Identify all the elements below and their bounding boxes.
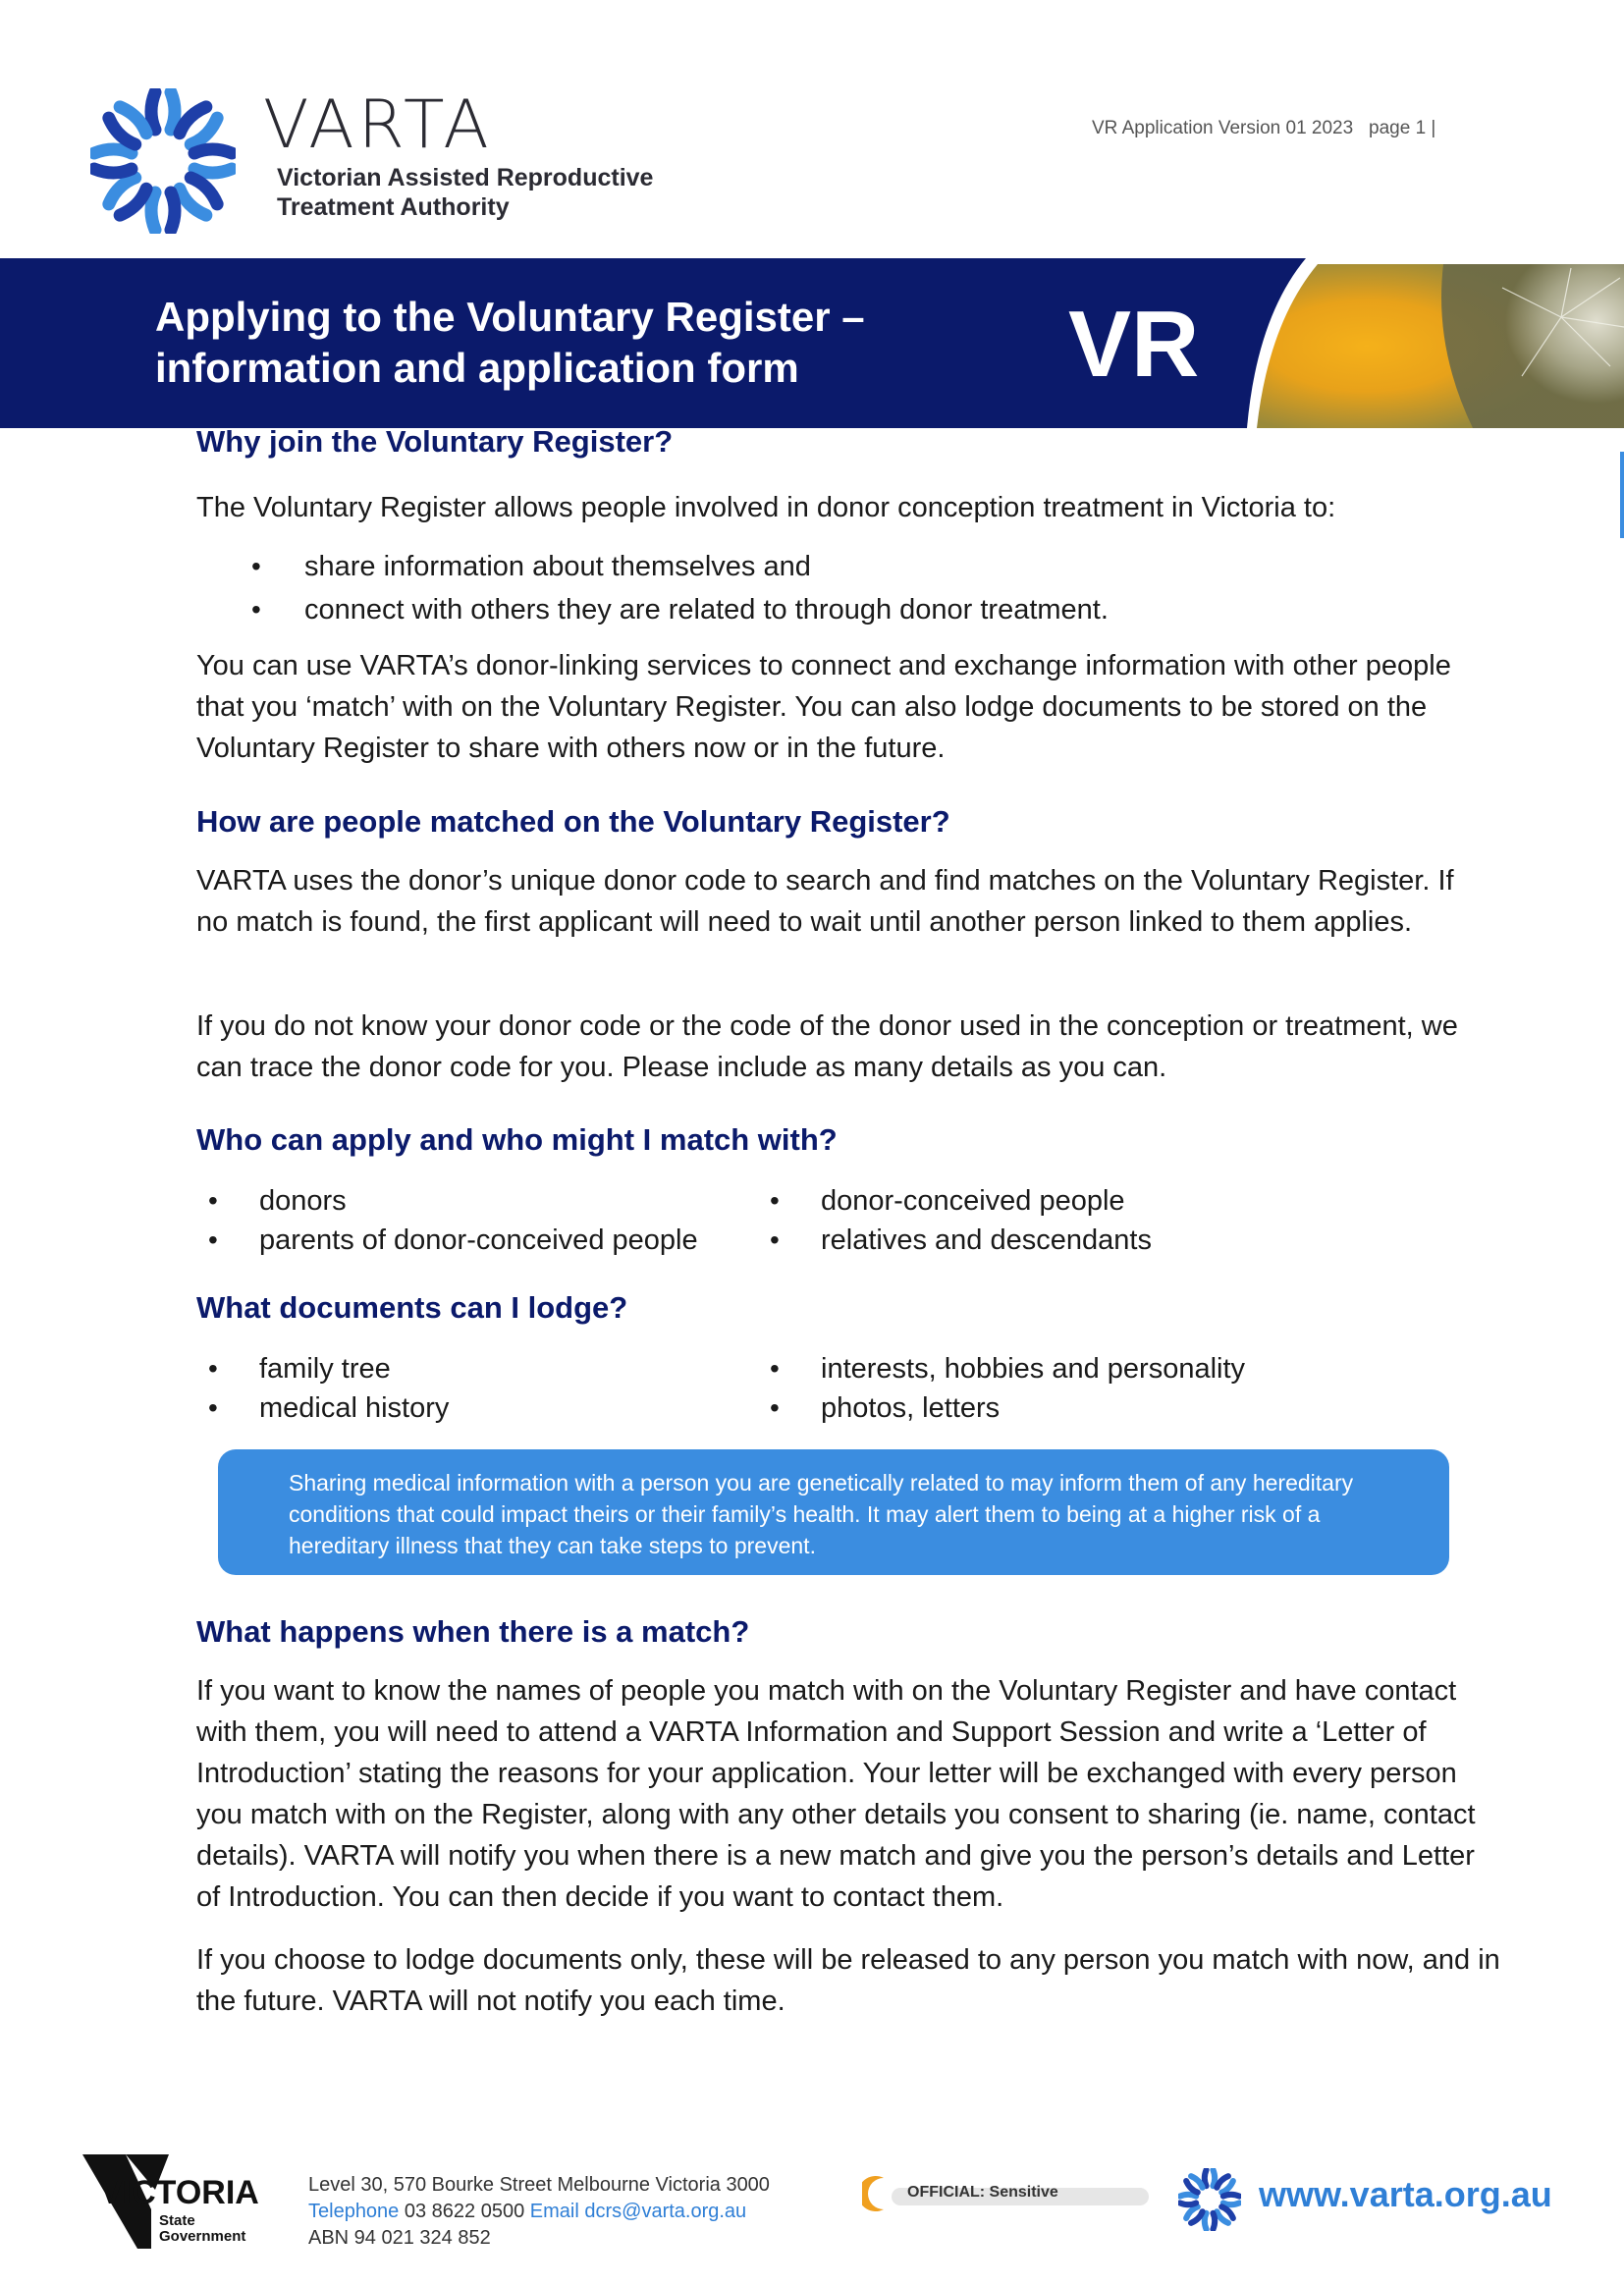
- form-code: VR: [1068, 292, 1200, 397]
- dandelion-photo: [1247, 258, 1624, 428]
- footer-abn: ABN 94 021 324 852: [308, 2227, 491, 2249]
- website-link[interactable]: www.varta.org.au: [1259, 2174, 1552, 2214]
- section-who: [196, 1122, 1492, 1158]
- telephone-label: Telephone: [308, 2201, 400, 2222]
- section-match: [196, 1614, 1492, 1650]
- page-title-line-2: information and application form: [155, 345, 799, 391]
- why-intro-block: [196, 487, 1492, 528]
- telephone-number: 03 8622 0500: [404, 2201, 525, 2222]
- why-intro: The Voluntary Register allows people involved in donor conception treatment in Victoria to:: [196, 492, 1336, 523]
- version-label: VR Application Version 01 2023: [1092, 118, 1354, 138]
- classification-label: OFFICIAL: Sensitive: [907, 2184, 1058, 2201]
- footer-phone-email: [308, 2199, 770, 2225]
- list-item: • interests, hobbies and personality: [758, 1349, 1245, 1388]
- section-heading-why: Why join the Voluntary Register?: [196, 424, 674, 459]
- section-heading-how: How are people matched on the Voluntary Register?: [196, 804, 950, 839]
- email-link[interactable]: dcrs@varta.org.au: [584, 2201, 747, 2222]
- section-heading-docs: What documents can I lodge?: [196, 1290, 628, 1325]
- side-accent-bar: [1620, 452, 1624, 538]
- vic-logo-text: VICTORIA: [100, 2174, 259, 2211]
- who-list: [196, 1181, 1375, 1260]
- page-number: page 1 |: [1369, 118, 1436, 138]
- victoria-government-logo: [82, 2150, 259, 2249]
- medical-info-callout: Sharing medical information with a person you are genetically related to may inform them of any hereditary conditions that could impact theirs or their family’s health. It may alert them to being at a higher risk of a hereditary illness that they can take steps to prevent.: [218, 1449, 1449, 1575]
- how-paragraph-2: If you do not know your donor code or the code of the donor used in the conception or treatment, we can trace the donor code for you. Please include as many details as you can.: [196, 1010, 1458, 1083]
- brand-name: VARTA: [263, 86, 493, 164]
- section-how: [196, 804, 1492, 840]
- list-item: • share information about themselves and: [242, 545, 1420, 588]
- section-heading-match: What happens when there is a match?: [196, 1614, 750, 1649]
- vic-logo-sub-1: State: [159, 2212, 195, 2229]
- match-paragraph-2: If you choose to lodge documents only, these will be released to any person you match with now, and in the future. VARTA will not notify you each time.: [196, 1944, 1500, 2017]
- how-paragraph-1: VARTA uses the donor’s unique donor code to search and find matches on the Voluntary Register. If no match is found, the first applicant will need to wait until another person linked to them applies.: [196, 865, 1454, 938]
- varta-logo-icon: [90, 88, 236, 234]
- email-label: Email: [529, 2201, 579, 2222]
- title-banner: [0, 258, 1624, 428]
- how-para2-block: [196, 1006, 1502, 1088]
- how-para1-block: [196, 860, 1473, 943]
- varta-small-logo-icon: [1178, 2168, 1241, 2231]
- brand-subtitle: [277, 163, 689, 222]
- list-item: • medical history: [196, 1388, 758, 1428]
- section-heading-who: Who can apply and who might I match with?: [196, 1122, 838, 1157]
- docs-list: [196, 1349, 1375, 1428]
- section-why: [196, 424, 1492, 460]
- match-para1-block: [196, 1670, 1502, 1918]
- brand-subtitle-line-1: Victorian Assisted Reproductive: [277, 164, 654, 191]
- list-item: • family tree: [196, 1349, 758, 1388]
- list-item: • donors: [196, 1181, 758, 1221]
- brand-subtitle-line-2: Treatment Authority: [277, 193, 510, 221]
- why-paragraph: You can use VARTA’s donor-linking services to connect and exchange information with other people that you ‘match’ with on the Voluntary Register. You can also lodge documents to be stored on the Voluntary Register to share with others now or in the future.: [196, 650, 1451, 764]
- list-item: • parents of donor-conceived people: [196, 1221, 758, 1260]
- why-para-block: [196, 645, 1473, 769]
- why-bullets: [242, 545, 1420, 631]
- vic-logo-sub-2: Government: [159, 2228, 246, 2245]
- list-item: • connect with others they are related to through donor treatment.: [242, 588, 1420, 631]
- footer-contact: [308, 2172, 770, 2252]
- page-title-line-1: Applying to the Voluntary Register –: [155, 294, 865, 340]
- list-item: • relatives and descendants: [758, 1221, 1152, 1260]
- page-title: [155, 292, 990, 394]
- section-docs: [196, 1290, 1492, 1326]
- version-line: [1092, 118, 1435, 139]
- match-para2-block: [196, 1939, 1502, 2022]
- list-item: • donor-conceived people: [758, 1181, 1152, 1221]
- footer-address: Level 30, 570 Bourke Street Melbourne Victoria 3000: [308, 2174, 770, 2196]
- match-paragraph-1: If you want to know the names of people you match with on the Voluntary Register and have contact with them, you will need to attend a VARTA Information and Support Session and write a ‘Letter of Introduction’ stating the reasons for your application. Your letter will be exchanged with every person you match with on the Register, along with any other details you consent to sharing (ie. name, contact details). VARTA will notify you when there is a new match and give you the person’s details and Letter of Introduction. You can then decide if you want to contact them.: [196, 1675, 1476, 1913]
- list-item: • photos, letters: [758, 1388, 1245, 1428]
